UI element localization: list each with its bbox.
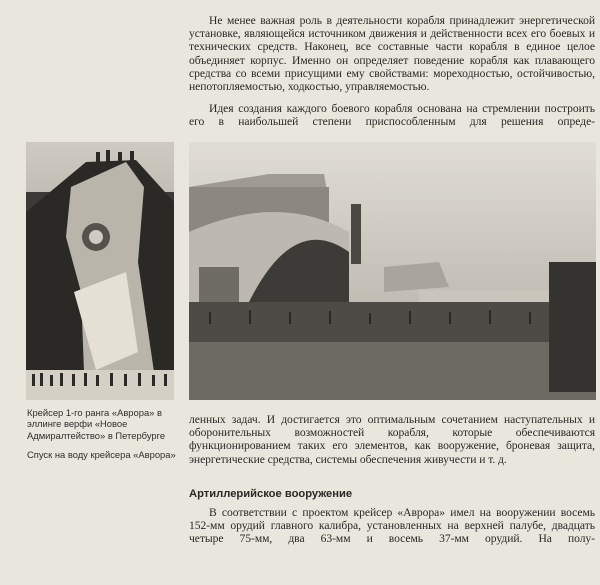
caption-cruiser-launch: Спуск на воду крейсера «Аврора» bbox=[27, 449, 176, 460]
paragraph-top-1: Не менее важная роль в деятельности корабля принадлежит энергетической установке, являющейся источником движения и действенности всех его боевых и технических средств. Наконец, все составные части корабля в единое целое объединяет корпус. Именно он определяет поведение корабля как плавающего средства со всеми присущими ему свойствами: мореходностью, остойчивостью, непотопляемостью, ходкостью, управляемостью. bbox=[189, 14, 595, 94]
section-heading-artillery: Артиллерийское вооружение bbox=[189, 488, 353, 500]
photo-cruiser-in-slipway-image bbox=[26, 142, 174, 400]
paragraph-mid: ленных задач. И достигается это оптимальным сочетанием наступательных и оборонительных возможностей корабля, которые обеспечиваются функционированием таких его элементов, как вооружение, броневая защита, энергетические средства, системы обеспечения живучести и т. д. bbox=[189, 413, 595, 466]
photo-cruiser-launch-image bbox=[189, 142, 596, 400]
paragraph-artillery: В соответствии с проектом крейсер «Аврора» имел на вооружении восемь 152-мм орудий главного калибра, установленных на верхней палубе, двадцать четыре 75-мм, два 63-мм и восемь 37-мм орудий. На полу- bbox=[189, 506, 595, 546]
photo-cruiser-in-slipway bbox=[26, 142, 174, 400]
caption-cruiser-in-slipway: Крейсер 1-го ранга «Аврора» в эллинге верфи «Новое Адмиралтейство» в Петербурге bbox=[27, 407, 166, 441]
paragraph-top-2: Идея создания каждого боевого корабля основана на стремлении построить его в наибольшей степени приспособленным для решения опреде- bbox=[189, 102, 595, 129]
photo-cruiser-launch bbox=[189, 142, 596, 400]
